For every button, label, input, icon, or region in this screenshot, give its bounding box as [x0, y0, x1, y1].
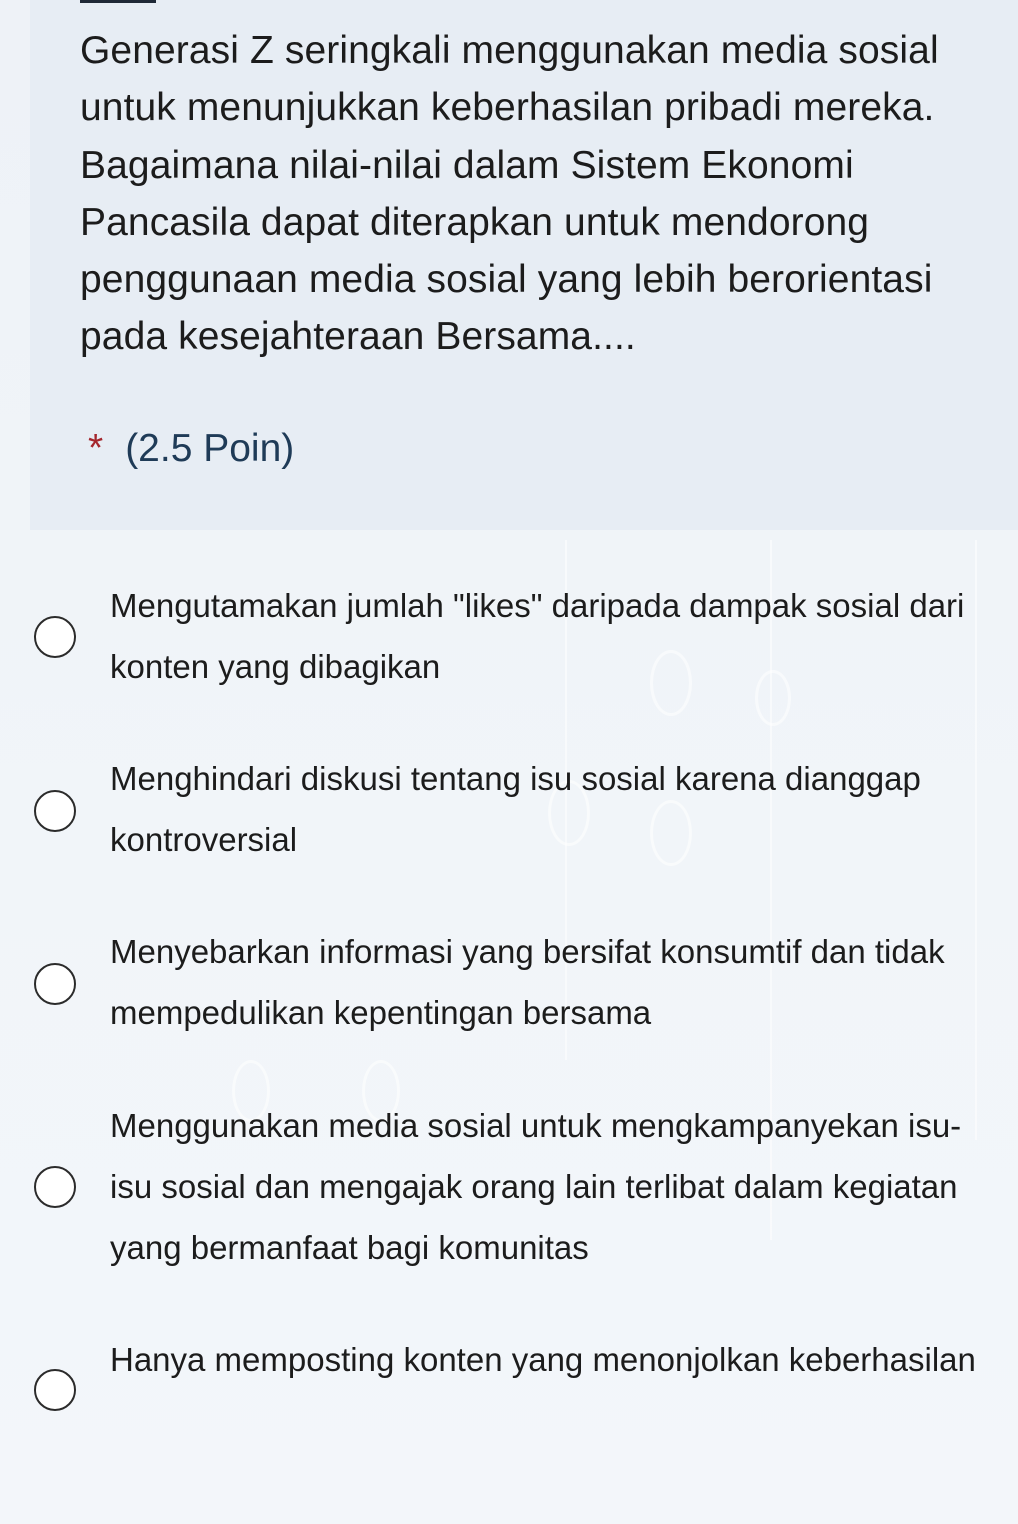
required-marker: * — [88, 427, 104, 470]
question-points: (2.5 Poin) — [125, 427, 295, 470]
question-points-row — [88, 424, 294, 474]
option-label: Menghindari diskusi tentang isu sosial karena dianggap kontroversial — [110, 760, 921, 858]
option-label: Menyebarkan informasi yang bersifat konsumtif dan tidak mempedulikan kepentingan bersama — [110, 933, 945, 1031]
radio-button[interactable] — [34, 1369, 76, 1411]
question-text: Generasi Z seringkali menggunakan media sosial untuk menunjukkan keberhasilan pribadi mereka. Bagaimana nilai-nilai dalam Sistem Ekonomi Pancasila dapat diterapkan untuk mendorong penggunaan media sosial yang lebih berorientasi pada kesejahteraan Bersama.... — [80, 29, 939, 359]
option-label: Hanya memposting konten yang menonjolkan keberhasilan — [110, 1341, 976, 1378]
option-label: Menggunakan media sosial untuk mengkampanyekan isu-isu sosial dan mengajak orang lain terlibat dalam kegiatan yang bermanfaat bagi komunitas — [110, 1107, 962, 1266]
radio-button[interactable] — [34, 963, 76, 1005]
option-label: Mengutamakan jumlah "likes" daripada dampak sosial dari konten yang dibagikan — [110, 587, 965, 685]
radio-button[interactable] — [34, 616, 76, 658]
answer-option[interactable] — [30, 748, 990, 870]
top-divider — [80, 0, 156, 3]
radio-button[interactable] — [34, 790, 76, 832]
radio-button[interactable] — [34, 1166, 76, 1208]
answer-option[interactable] — [30, 921, 990, 1043]
answer-option[interactable] — [30, 575, 990, 697]
answer-option[interactable] — [30, 1095, 990, 1278]
answer-option[interactable] — [30, 1329, 990, 1451]
